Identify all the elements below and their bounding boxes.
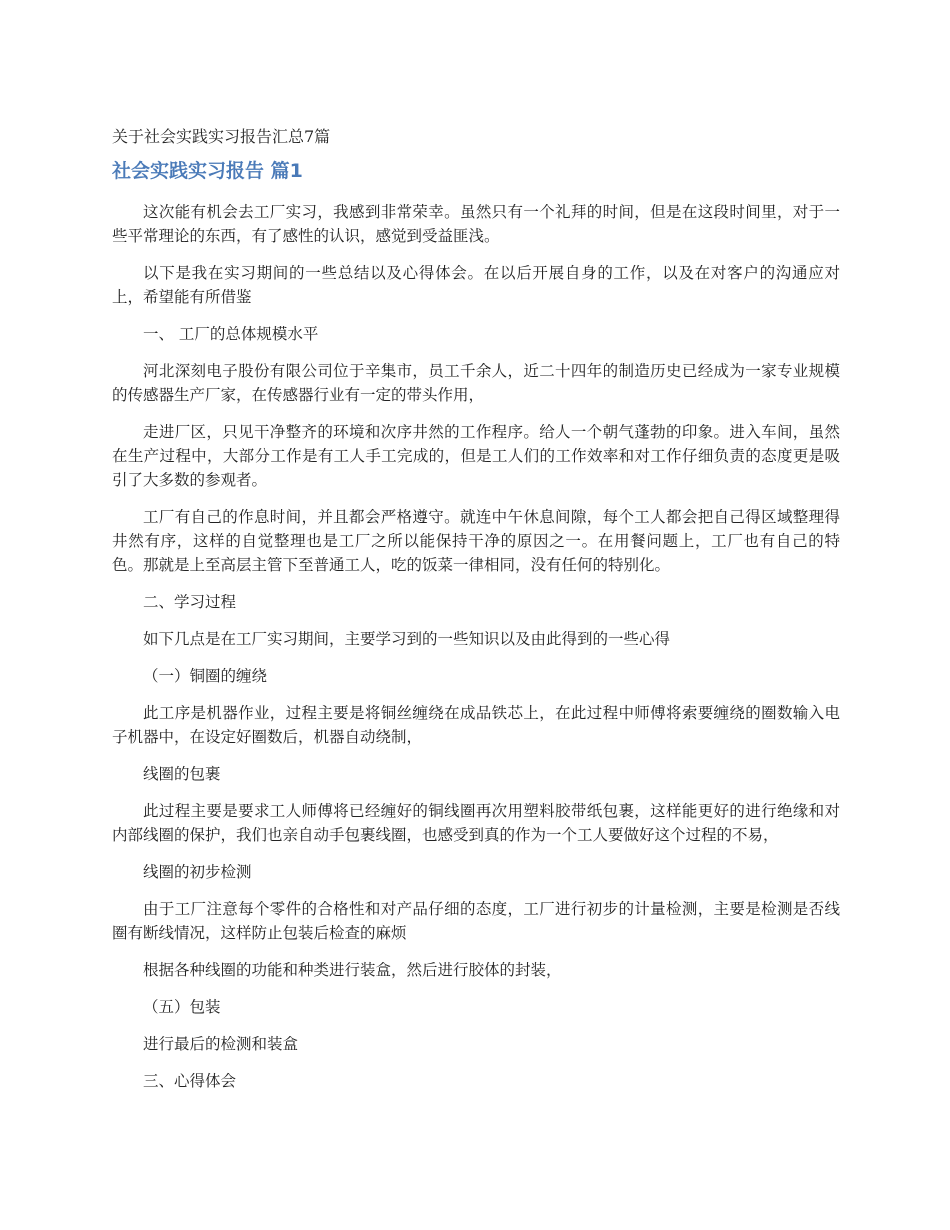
paragraph: 这次能有机会去工厂实习，我感到非常荣幸。虽然只有一个礼拜的时间，但是在这段时间里，对于一些平常理论的东西，有了感性的认识，感觉到受益匪浅。 [112, 203, 840, 245]
subheading: 线圈的初步检测 [143, 863, 252, 881]
document-title: 关于社会实践实习报告汇总7篇 [112, 127, 331, 146]
subheading: 线圈的包裹 [143, 765, 221, 783]
paragraph: 由于工厂注意每个零件的合格性和对产品仔细的态度，工厂进行初步的计量检测，主要是检测是否线圈有断线情况，这样防止包装后检查的麻烦 [112, 900, 840, 942]
paragraph: 进行最后的检测和装盒 [143, 1035, 299, 1053]
subheading: 三、心得体会 [143, 1072, 237, 1090]
subheading: 一、 工厂的总体规模水平 [143, 325, 319, 343]
subheading: （五）包装 [143, 998, 221, 1016]
section-heading: 社会实践实习报告 篇1 [112, 160, 303, 182]
paragraph: 以下是我在实习期间的一些总结以及心得体会。在以后开展自身的工作，以及在对客户的沟通应对上，希望能有所借鉴 [112, 264, 840, 306]
paragraph: 根据各种线圈的功能和种类进行装盒，然后进行胶体的封装， [143, 961, 562, 979]
subheading: 二、学习过程 [143, 593, 237, 611]
paragraph: 此工序是机器作业，过程主要是将铜丝缠绕在成品铁芯上，在此过程中师傅将索要缠绕的圈数输入电子机器中，在设定好圈数后，机器自动绕制， [112, 704, 840, 746]
paragraph: 河北深刻电子股份有限公司位于辛集市，员工千余人，近二十四年的制造历史已经成为一家专业规模的传感器生产厂家，在传感器行业有一定的带头作用， [112, 362, 840, 404]
paragraph: 此过程主要是要求工人师傅将已经缠好的铜线圈再次用塑料胶带纸包裹，这样能更好的进行绝缘和对内部线圈的保护，我们也亲自动手包裹线圈，也感受到真的作为一个工人要做好这个过程的不易， [112, 802, 840, 844]
subheading: （一）铜圈的缠绕 [143, 667, 268, 685]
paragraph: 走进厂区，只见干净整齐的环境和次序井然的工作程序。给人一个朝气蓬勃的印象。进入车间，虽然在生产过程中，大部分工作是有工人手工完成的，但是工人们的工作效率和对工作仔细负责的态度更是吸引了大多数的参观者。 [112, 423, 840, 489]
paragraph: 工厂有自己的作息时间，并且都会严格遵守。就连中午休息间隙，每个工人都会把自己得区域整理得井然有序，这样的自觉整理也是工厂之所以能保持干净的原因之一。在用餐问题上，工厂也有自己的特色。那就是上至高层主管下至普通工人，吃的饭菜一律相同，没有任何的特别化。 [112, 508, 840, 574]
paragraph: 如下几点是在工厂实习期间，主要学习到的一些知识以及由此得到的一些心得 [143, 630, 671, 648]
document-page [112, 124, 840, 1106]
